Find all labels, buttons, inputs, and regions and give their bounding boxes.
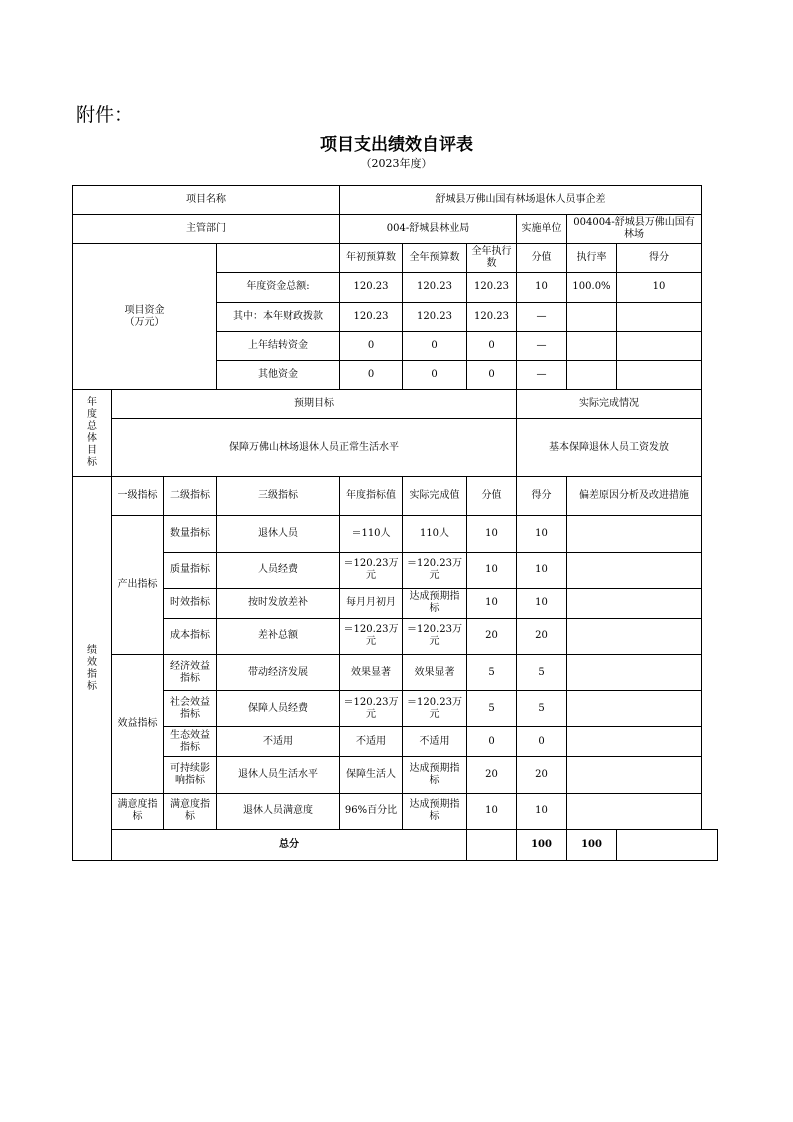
- l3-cell: 差补总额: [217, 618, 340, 654]
- project-name-value: 舒城县万佛山国有林场退休人员事企差: [340, 186, 702, 215]
- annual-goal-label: [73, 389, 112, 476]
- annual-goal-label-char: 体: [87, 433, 97, 445]
- project-name-label: 项目名称: [73, 186, 340, 215]
- perf-indicator-label: [73, 477, 112, 861]
- report-year: （2023年度）: [360, 157, 433, 170]
- impl-unit-label: 实施单位: [517, 215, 567, 244]
- target-cell: ＝120.23万元: [340, 552, 403, 588]
- actual-cell: ＝120.23万元: [403, 691, 467, 727]
- note-cell: [567, 552, 702, 588]
- expected-goal-header: 预期目标: [112, 389, 517, 418]
- note-cell: [567, 727, 702, 757]
- actual-completion-header: 实际完成情况: [517, 389, 702, 418]
- annual-goal-label-char: 度: [87, 409, 97, 421]
- funds-header: 年初预算数: [340, 244, 403, 273]
- funds-cell: [617, 302, 702, 331]
- score-cell: 20: [467, 757, 517, 793]
- total-note: [617, 829, 718, 860]
- l2-cell: 可持续影响指标: [164, 757, 217, 793]
- funds-cell: 10: [517, 273, 567, 302]
- total-got: 100: [567, 829, 617, 860]
- annual-goal-label-char: 目: [87, 445, 97, 457]
- score-cell: 10: [467, 588, 517, 618]
- l1-benefit: 效益指标: [112, 655, 164, 794]
- funds-row-label: 上年结转资金: [217, 331, 340, 360]
- got-cell: 10: [517, 588, 567, 618]
- total-blank: [467, 829, 517, 860]
- funds-cell: 120.23: [403, 273, 467, 302]
- actual-cell: ＝120.23万元: [403, 552, 467, 588]
- got-cell: 0: [517, 727, 567, 757]
- annual-goal-label-char: 年: [87, 397, 97, 409]
- perf-indicator-label-char: 绩: [87, 644, 97, 656]
- perf-header: 实际完成值: [403, 477, 467, 516]
- funds-cell: 0: [340, 331, 403, 360]
- got-cell: 20: [517, 618, 567, 654]
- dept-value: 004-舒城县林业局: [340, 215, 517, 244]
- funds-cell: 0: [467, 331, 517, 360]
- got-cell: 10: [517, 516, 567, 552]
- funds-row-label: 其他资金: [217, 360, 340, 389]
- funds-cell: [617, 360, 702, 389]
- funds-cell: —: [517, 360, 567, 389]
- note-cell: [567, 516, 702, 552]
- l2-cell: 经济效益指标: [164, 655, 217, 691]
- perf-header: 二级指标: [164, 477, 217, 516]
- funds-cell: —: [517, 331, 567, 360]
- funds-cell: 0: [340, 360, 403, 389]
- funds-header-blank: [217, 244, 340, 273]
- funds-header: 全年执行数: [467, 244, 517, 273]
- target-cell: 不适用: [340, 727, 403, 757]
- l2-cell: 质量指标: [164, 552, 217, 588]
- impl-unit-value: 004004-舒城县万佛山国有林场: [567, 215, 702, 244]
- l2-cell: 生态效益指标: [164, 727, 217, 757]
- target-cell: ＝120.23万元: [340, 618, 403, 654]
- target-cell: ＝110人: [340, 516, 403, 552]
- score-cell: 10: [467, 516, 517, 552]
- l2-cell: 数量指标: [164, 516, 217, 552]
- funds-label-line1: 项目资金: [124, 304, 165, 316]
- funds-row-label: 年度资金总额:: [217, 273, 340, 302]
- actual-cell: 不适用: [403, 727, 467, 757]
- l3-cell: 保障人员经费: [217, 691, 340, 727]
- expected-goal-text: 保障万佛山林场退休人员正常生活水平: [112, 419, 517, 477]
- actual-cell: ＝120.23万元: [403, 618, 467, 654]
- funds-cell: 120.23: [467, 302, 517, 331]
- funds-cell: [617, 331, 702, 360]
- score-cell: 10: [467, 793, 517, 829]
- funds-cell: 0: [403, 360, 467, 389]
- funds-cell: 120.23: [403, 302, 467, 331]
- attachment-label: 附件：: [76, 104, 134, 126]
- l3-cell: 按时发放差补: [217, 588, 340, 618]
- actual-completion-text: 基本保障退休人员工资发放: [517, 419, 702, 477]
- funds-cell: 120.23: [340, 302, 403, 331]
- funds-cell: 0: [403, 331, 467, 360]
- target-cell: 保障生活人: [340, 757, 403, 793]
- perf-header: 年度指标值: [340, 477, 403, 516]
- funds-cell: 120.23: [340, 273, 403, 302]
- dept-label: 主管部门: [73, 215, 340, 244]
- score-cell: 5: [467, 655, 517, 691]
- perf-header: 偏差原因分析及改进措施: [567, 477, 702, 516]
- total-label: 总分: [112, 829, 467, 860]
- total-score: 100: [517, 829, 567, 860]
- funds-cell: [567, 302, 617, 331]
- funds-cell: 0: [467, 360, 517, 389]
- funds-row-label: 其中：本年财政拨款: [217, 302, 340, 331]
- actual-cell: 达成预期指标: [403, 588, 467, 618]
- note-cell: [567, 588, 702, 618]
- annual-goal-label-char: 总: [87, 421, 97, 433]
- funds-cell: 100.0%: [567, 273, 617, 302]
- l3-cell: 人员经费: [217, 552, 340, 588]
- l2-cell: 社会效益指标: [164, 691, 217, 727]
- got-cell: 5: [517, 655, 567, 691]
- perf-header: 得分: [517, 477, 567, 516]
- got-cell: 5: [517, 691, 567, 727]
- funds-cell: —: [517, 302, 567, 331]
- l1-satisfaction: 满意度指标: [112, 793, 164, 829]
- note-cell: [567, 757, 702, 793]
- note-cell: [567, 691, 702, 727]
- perf-header: 三级指标: [217, 477, 340, 516]
- funds-header: 全年预算数: [403, 244, 467, 273]
- target-cell: 效果显著: [340, 655, 403, 691]
- score-cell: 10: [467, 552, 517, 588]
- perf-header: 一级指标: [112, 477, 164, 516]
- l3-cell: 退休人员生活水平: [217, 757, 340, 793]
- target-cell: 每月月初月: [340, 588, 403, 618]
- perf-header: 分值: [467, 477, 517, 516]
- note-cell: [567, 618, 702, 654]
- funds-header: 得分: [617, 244, 702, 273]
- score-cell: 20: [467, 618, 517, 654]
- perf-indicator-label-char: 标: [87, 680, 97, 692]
- l3-cell: 不适用: [217, 727, 340, 757]
- target-cell: 96%百分比: [340, 793, 403, 829]
- got-cell: 10: [517, 552, 567, 588]
- perf-indicator-label-char: 效: [87, 656, 97, 668]
- annual-goal-label-char: 标: [87, 457, 97, 469]
- note-cell: [567, 793, 702, 829]
- l2-cell: 成本指标: [164, 618, 217, 654]
- perf-indicator-label-char: 指: [87, 668, 97, 680]
- l2-cell: 满意度指标: [164, 793, 217, 829]
- actual-cell: 效果显著: [403, 655, 467, 691]
- actual-cell: 达成预期指标: [403, 757, 467, 793]
- target-cell: ＝120.23万元: [340, 691, 403, 727]
- self-evaluation-table: [72, 185, 718, 861]
- funds-header: 分值: [517, 244, 567, 273]
- l1-output: 产出指标: [112, 516, 164, 655]
- note-cell: [567, 655, 702, 691]
- actual-cell: 达成预期指标: [403, 793, 467, 829]
- funds-cell: [567, 331, 617, 360]
- got-cell: 10: [517, 793, 567, 829]
- funds-cell: [567, 360, 617, 389]
- l3-cell: 退休人员: [217, 516, 340, 552]
- funds-cell: 10: [617, 273, 702, 302]
- funds-header: 执行率: [567, 244, 617, 273]
- got-cell: 20: [517, 757, 567, 793]
- score-cell: 5: [467, 691, 517, 727]
- score-cell: 0: [467, 727, 517, 757]
- funds-label-line2: （万元）: [124, 316, 165, 328]
- l3-cell: 带动经济发展: [217, 655, 340, 691]
- l3-cell: 退休人员满意度: [217, 793, 340, 829]
- l2-cell: 时效指标: [164, 588, 217, 618]
- page-title: 项目支出绩效自评表: [320, 135, 473, 155]
- funds-label: [73, 244, 217, 390]
- funds-cell: 120.23: [467, 273, 517, 302]
- actual-cell: 110人: [403, 516, 467, 552]
